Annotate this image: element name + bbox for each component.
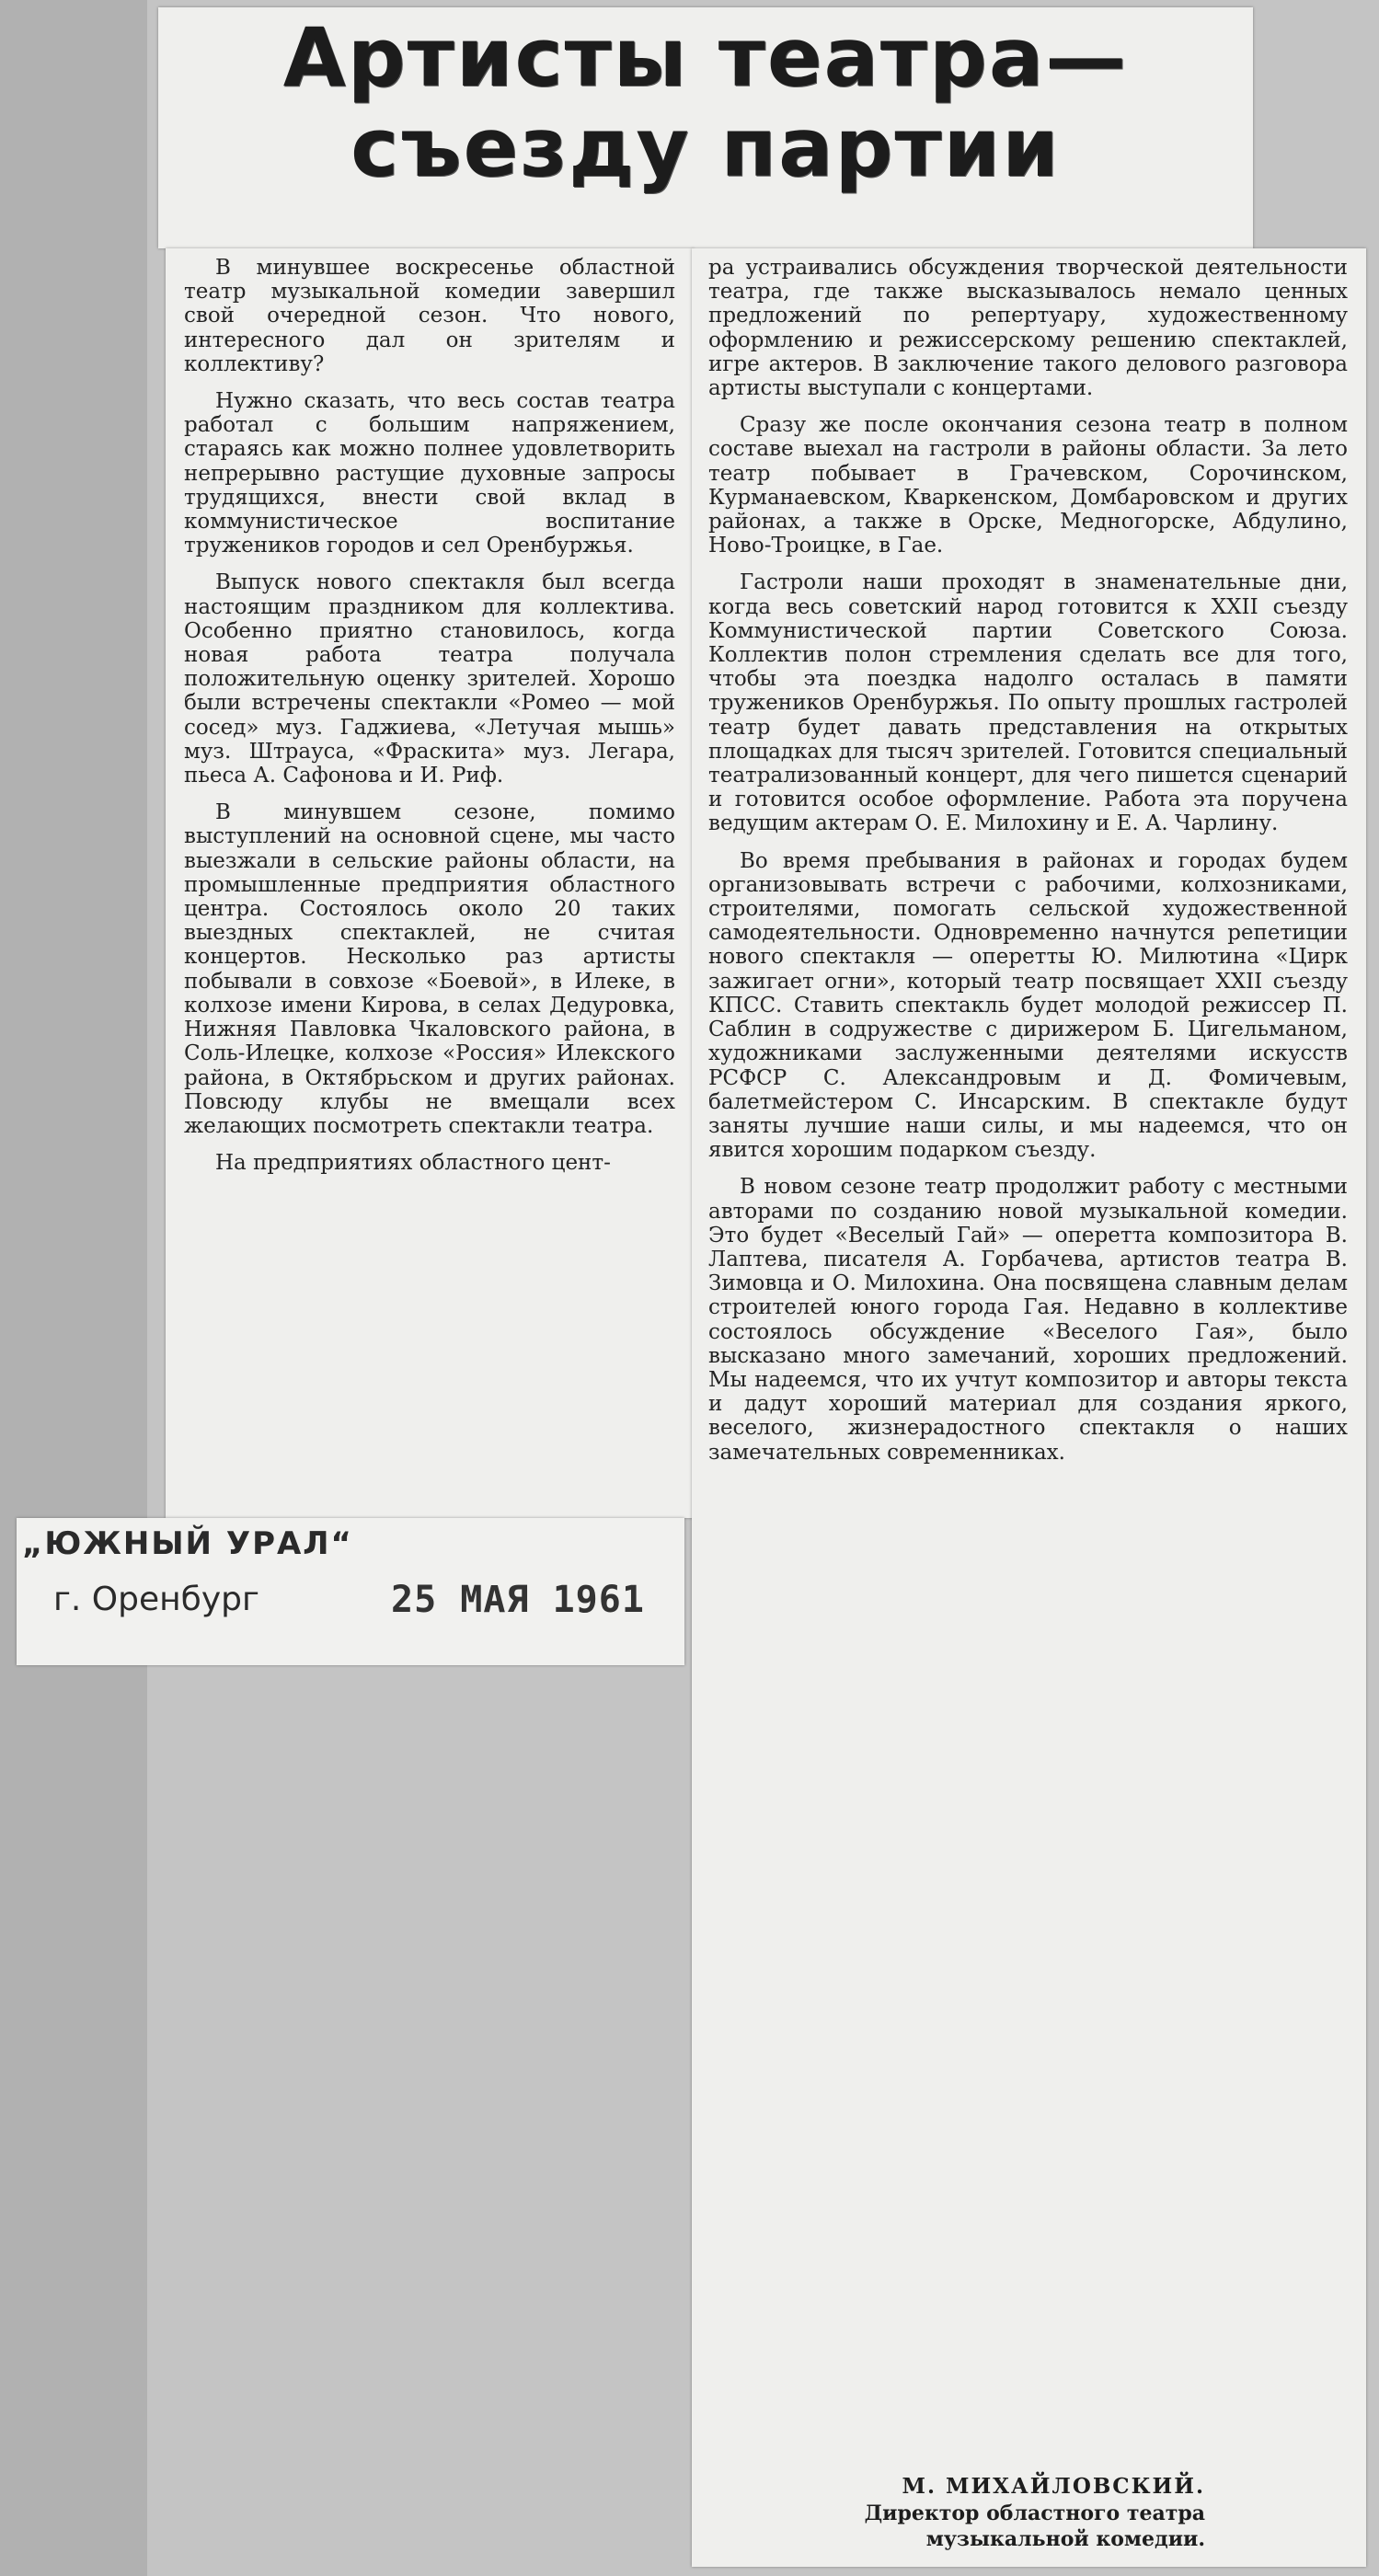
paragraph: В новом сезоне театр продолжит работу с местными авторами по созданию новой музыкальной комедии. Это будет «Веселый Гай» — оперетта композитора В. Лаптева, писателя А. Горбачева, артистов театра В. Зимовца и О. Милохина. Она посвящена славным делам строителей юного города Гая. Недавно в коллективе состоялось обсуждение «Веселого Гая», было высказано много замечаний, хороших предложений. Мы надеемся, что их учтут композитор и авторы текста и дадут хороший материал для создания яркого, веселого, жизнерадостного спектакля о наших замечательных современниках. [708,1175,1348,1465]
paragraph: Выпуск нового спектакля был всегда настоящим праздником для коллектива. Особенно приятно становилось, когда новая работа театра получала положительную оценку зрителей. Хорошо были встречены спектакли «Ромео — мой сосед» муз. Гаджиева, «Летучая мышь» муз. Штрауса, «Фраскита» муз. Легара, пьеса А. Сафонова и И. Риф. [184,570,675,788]
article-column-right [708,256,1348,1478]
paragraph: Нужно сказать, что весь состав театра работал с большим напряжением, стараясь как можно полнее удовлетворить непрерывно растущие духовные запросы трудящихся, внести свой вклад в коммунистическое воспитание тружеников городов и сел Оренбуржья. [184,389,675,558]
stamp-city: г. Оренбург [53,1581,259,1618]
paragraph: В минувшее воскресенье областной театр музыкальной комедии завершил свой очередной сезон. Что нового, интересного дал он зрителям и коллективу? [184,256,675,376]
headline-line-1: Артисты театра— [282,10,1129,105]
stamp-newspaper-name: „ЮЖНЫЙ УРАЛ“ [22,1525,353,1562]
paragraph: На предприятиях областного цент- [215,1151,611,1176]
paragraph: ра устраивались обсуждения творческой деятельности театра, где также высказывалось немало ценных предложений по репертуару, художественному оформлению и режиссерскому решению спектаклей, игре актеров. В заключение такого делового разговора артисты выступали с концертами. [708,256,1348,401]
author-name: М. МИХАЙЛОВСКИЙ. [902,2474,1205,2499]
article-column-left [184,256,675,1188]
headline-line-2: съезду партии [350,100,1061,195]
paragraph: Во время пребывания в районах и городах будем организовывать встречи с рабочими, колхозниками, строителями, помогать сельской художественной самодеятельности. Одновременно начнутся репетиции нового спектакля — оперетты Ю. Милютина «Цирк зажигает огни», который театр посвящает XXII съезду КПСС. Ставить спектакль будет молодой режиссер П. Саблин в содружестве с дирижером Б. Цигельманом, художниками заслуженными деятелями искусств РСФСР С. Александровым и Д. Фомичевым, балетмейстером С. Инсарским. В спектакле будут заняты лучшие наши силы, и мы надеемся, что он явится хорошим подарком съезду. [708,848,1348,1163]
paragraph: Гастроли наши проходят в знаменательные дни, когда весь советский народ готовится к XXII съезду Коммунистической партии Советского Союза. Коллектив полон стремления сделать все для того, чтобы эта поездка надолго осталась в памяти тружеников Оренбуржья. По опыту прошлых гастролей театр будет давать представления на открытых площадках для тысяч зрителей. Готовится специальный театрализованный концерт, для чего пишется сценарий и готовится особое оформление. Работа эта поручена ведущим актерам О. Е. Милохину и Е. А. Чарлину. [708,570,1348,836]
article-headline [158,10,1253,195]
paragraph: В минувшем сезоне, помимо выступлений на основной сцене, мы часто выезжали в сельские районы области, на промышленные предприятия областного центра. Состоялось около 20 таких выездных спектаклей, не считая концертов. Несколько раз артисты побывали в совхозе «Боевой», в Илеке, в колхозе имени Кирова, в селах Дедуровка, Нижняя Павловка Чкаловского района, в Соль-Илецке, колхозе «Россия» Илекского района, в Октябрьском и других районах. Повсюду клубы не вмещали всех желающих посмотреть спектакли театра. [184,800,675,1138]
author-title-line-1: Директор областного театра [864,2501,1205,2525]
paragraph: Сразу же после окончания сезона театр в полном составе выехал на гастроли в районы области. За лето театр побывает в Грачевском, Сорочинском, Курманаевском, Кваркенском, Домбаровском и других районах, а также в Орске, Медногорске, Абдулино, Ново-Троицке, в Гае. [708,413,1348,558]
author-signature [708,2473,1205,2552]
author-title-line-2: музыкальной комедии. [925,2527,1205,2551]
stamp-date: 25 МАЯ 1961 [391,1579,645,1621]
